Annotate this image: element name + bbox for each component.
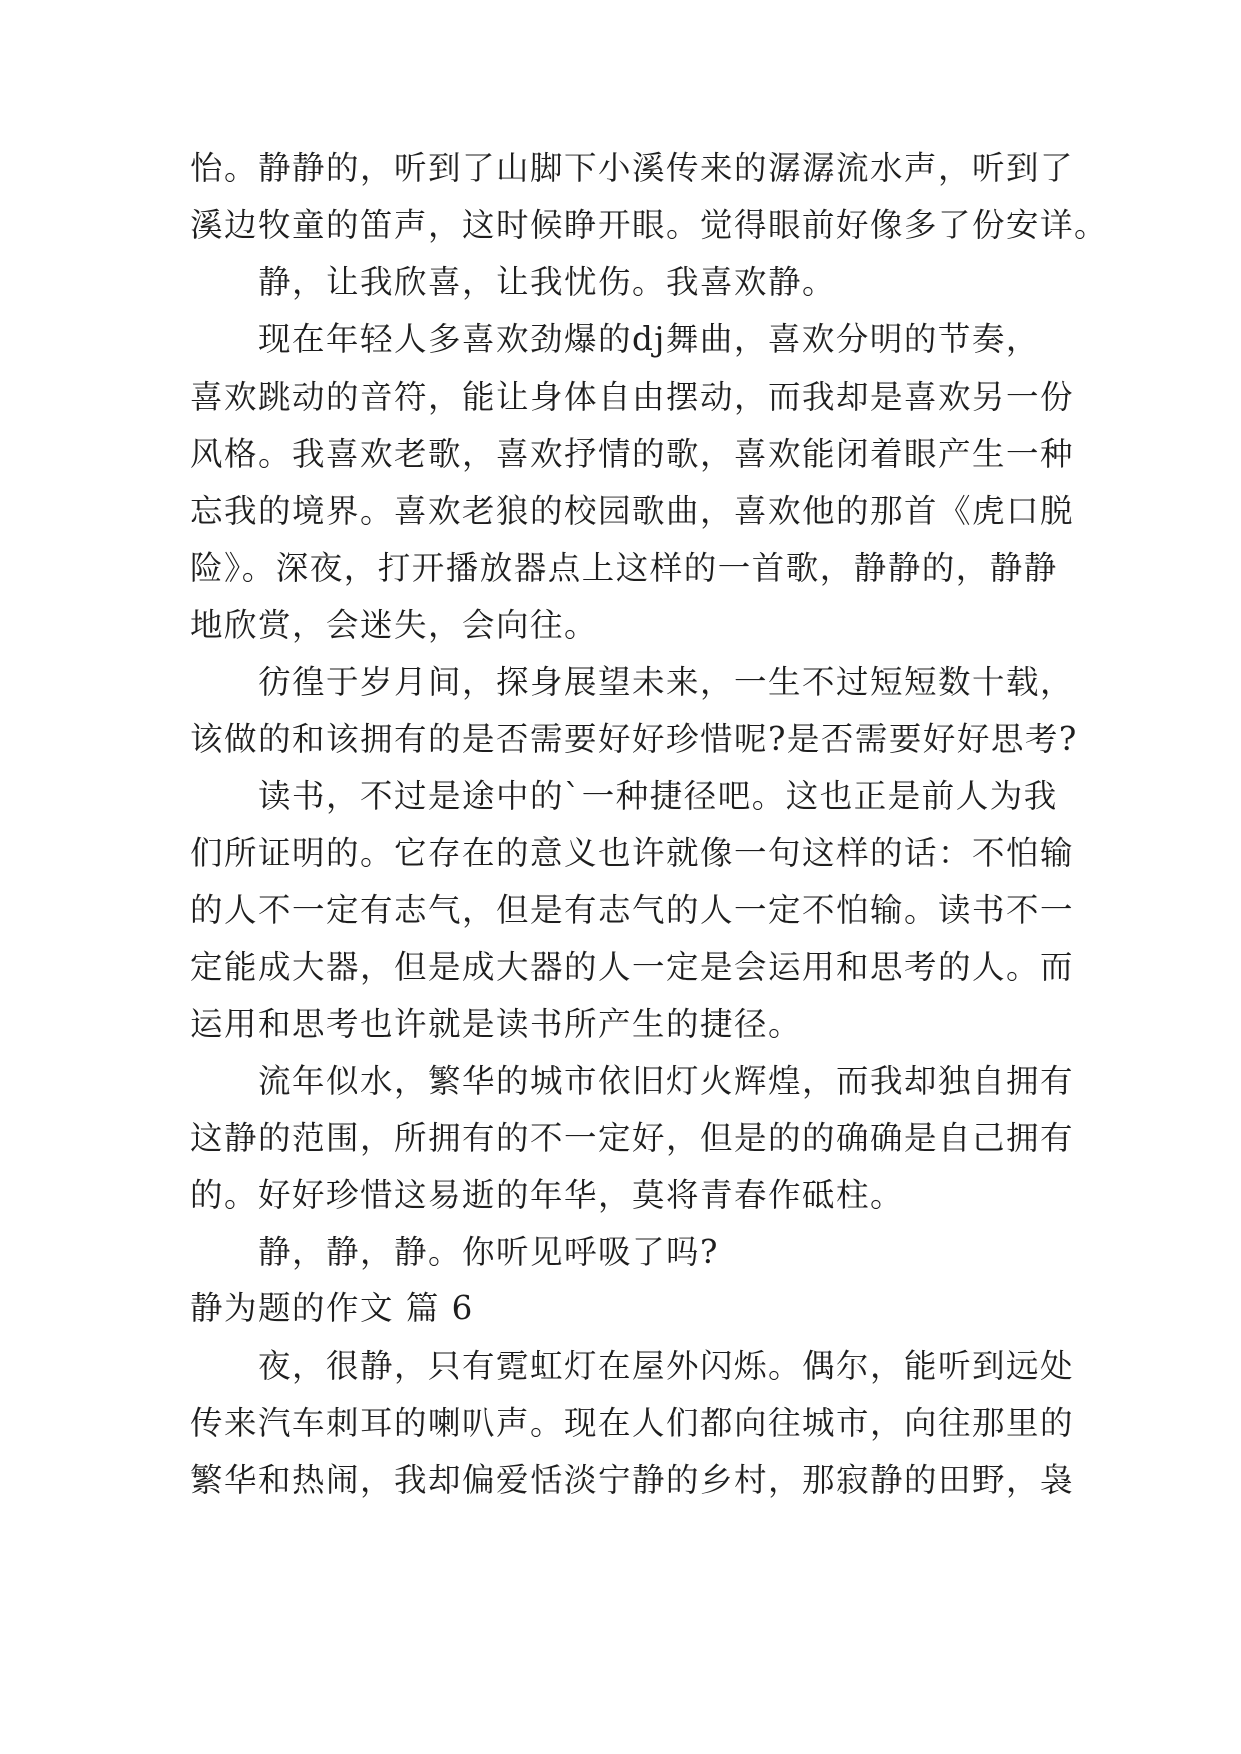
text-line-9: 地欣赏，会迷失，会向往。 (190, 606, 599, 644)
text-line-19: 的。好好珍惜这易逝的年华，莫将青春作砥柱。 (190, 1176, 905, 1214)
text-line-1: 怡。静静的，听到了山脚下小溪传来的潺潺流水声，听到了 (190, 149, 1075, 187)
text-line-5: 喜欢跳动的音符，能让身体自由摆动，而我却是喜欢另一份 (190, 378, 1075, 416)
text-line-24: 繁华和热闹，我却偏爱恬淡宁静的乡村，那寂静的田野，袅 (190, 1461, 1075, 1499)
text-line-20: 静，静，静。你听见呼吸了吗? (258, 1233, 719, 1271)
text-line-12: 读书，不过是途中的`一种捷径吧。这也正是前人为我 (258, 777, 1058, 815)
text-line-11: 该做的和该拥有的是否需要好好珍惜呢?是否需要好好思考? (190, 720, 1078, 758)
text-line-7: 忘我的境界。喜欢老狼的校园歌曲，喜欢他的那首《虎口脱 (190, 492, 1075, 530)
text-line-14: 的人不一定有志气，但是有志气的人一定不怕输。读书不一 (190, 891, 1075, 929)
text-line-15: 定能成大器，但是成大器的人一定是会运用和思考的人。而 (190, 948, 1075, 986)
text-line-23: 传来汽车刺耳的喇叭声。现在人们都向往城市，向往那里的 (190, 1404, 1075, 1442)
text-line-6: 风格。我喜欢老歌，喜欢抒情的歌，喜欢能闭着眼产生一种 (190, 435, 1075, 473)
text-line-8: 险》。深夜，打开播放器点上这样的一首歌，静静的，静静 (190, 549, 1058, 587)
text-line-2: 溪边牧童的笛声，这时候睁开眼。觉得眼前好像多了份安详。 (190, 206, 1109, 244)
text-line-18: 这静的范围，所拥有的不一定好，但是的的确确是自己拥有 (190, 1119, 1075, 1157)
section-heading: 静为题的作文 篇 6 (190, 1289, 474, 1327)
text-line-13: 们所证明的。它存在的意义也许就像一句这样的话：不怕输 (190, 834, 1075, 872)
text-line-4: 现在年轻人多喜欢劲爆的dj舞曲，喜欢分明的节奏， (258, 320, 1040, 358)
text-line-22: 夜，很静，只有霓虹灯在屋外闪烁。偶尔，能听到远处 (258, 1347, 1075, 1385)
text-line-3: 静，让我欣喜，让我忧伤。我喜欢静。 (258, 263, 837, 301)
text-line-10: 彷徨于岁月间，探身展望未来，一生不过短短数十载， (258, 663, 1075, 701)
text-line-17: 流年似水，繁华的城市依旧灯火辉煌，而我却独自拥有 (258, 1062, 1075, 1100)
text-line-16: 运用和思考也许就是读书所产生的捷径。 (190, 1005, 803, 1043)
